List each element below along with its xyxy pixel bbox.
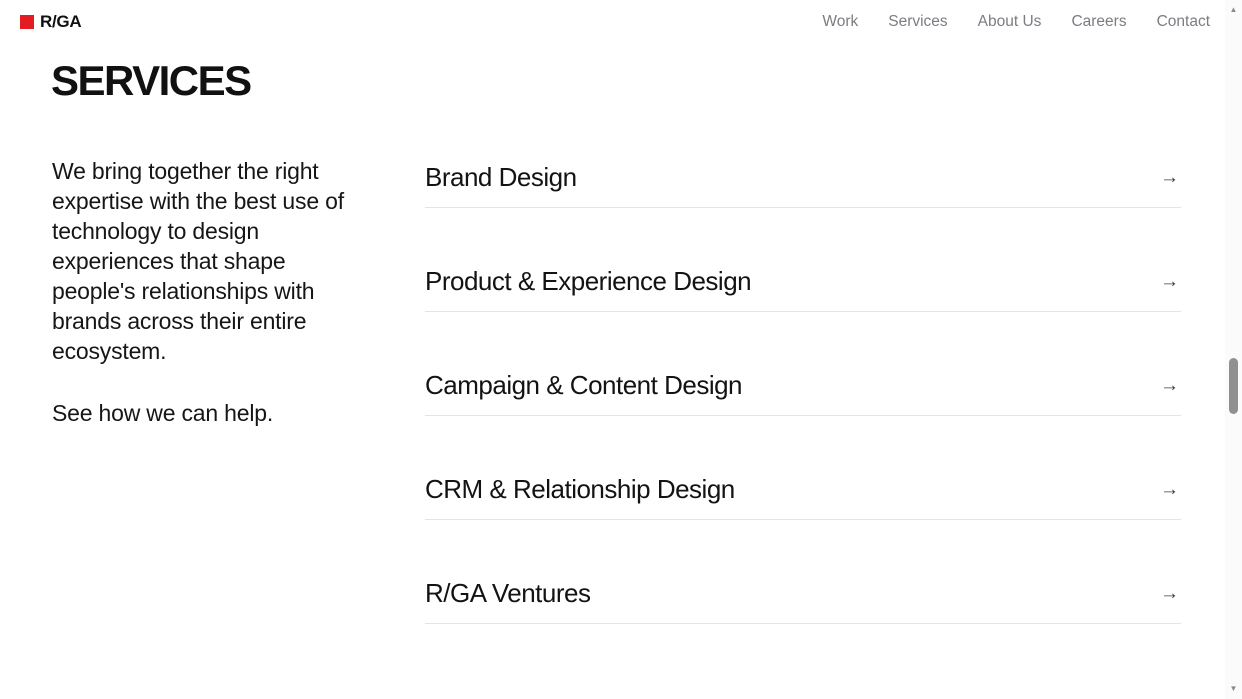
arrow-right-icon: → [1160, 479, 1179, 500]
service-item-crm-relationship-design[interactable] [425, 416, 1181, 520]
service-label: CRM & Relationship Design [425, 474, 735, 505]
service-item-product-experience-design[interactable] [425, 208, 1181, 312]
top-nav [822, 13, 1210, 31]
service-label: Product & Experience Design [425, 266, 752, 297]
scrollbar[interactable] [1225, 0, 1242, 699]
arrow-right-icon: → [1160, 167, 1179, 188]
rga-logo[interactable] [20, 12, 81, 32]
page-title: SERVICES [51, 57, 251, 104]
service-label: Campaign & Content Design [425, 370, 743, 401]
nav-link-work[interactable]: Work [822, 13, 859, 30]
scrollbar-thumb[interactable] [1229, 358, 1238, 414]
service-item-rga-ventures[interactable] [425, 520, 1181, 624]
scroll-down-icon[interactable]: ▼ [1229, 684, 1238, 693]
intro-column [52, 156, 356, 428]
logo-text: R/GA [40, 12, 82, 31]
nav-link-about-us[interactable]: About Us [977, 13, 1042, 30]
nav-link-careers[interactable]: Careers [1071, 13, 1127, 30]
intro-cta-text: See how we can help. [52, 400, 274, 426]
service-item-brand-design[interactable] [425, 104, 1181, 208]
arrow-right-icon: → [1160, 271, 1179, 292]
service-label: Brand Design [425, 162, 577, 193]
service-label: R/GA Ventures [425, 578, 591, 609]
logo-red-square-icon [20, 15, 34, 29]
intro-paragraph: We bring together the right expertise with the best use of technology to design experiences that shape people's relationships with brands across their entire ecosystem. [52, 158, 344, 364]
nav-link-services[interactable]: Services [888, 13, 948, 30]
arrow-right-icon: → [1160, 583, 1179, 604]
scroll-up-icon[interactable]: ▲ [1229, 5, 1238, 14]
services-list [425, 104, 1181, 624]
arrow-right-icon: → [1160, 375, 1179, 396]
service-item-campaign-content-design[interactable] [425, 312, 1181, 416]
nav-link-contact[interactable]: Contact [1156, 13, 1210, 30]
